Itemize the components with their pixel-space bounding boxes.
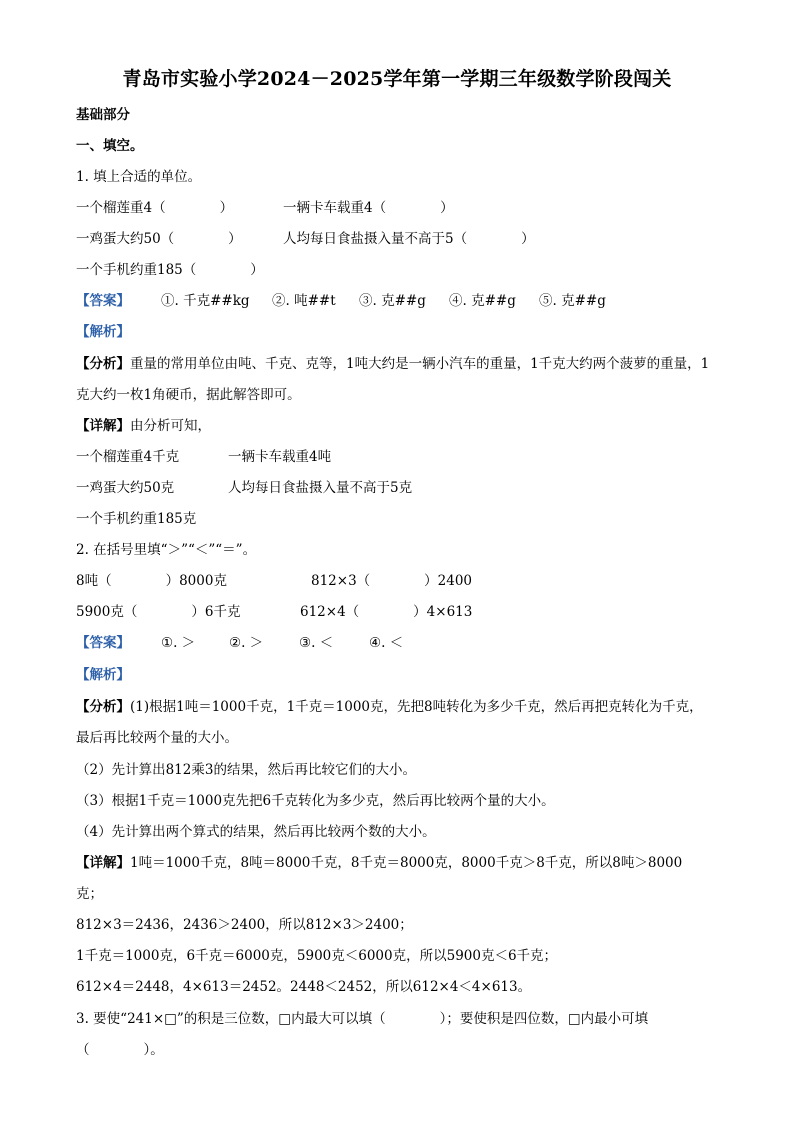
- fenxi-label: 【分析】: [76, 699, 130, 715]
- q2-fenxi-5: （4）先计算出两个算式的结果，然后再比较两个数的大小。: [76, 824, 436, 840]
- q1-detail-2: 一辆卡车载重4吨: [228, 449, 332, 465]
- q1-detail-4: 人均每日食盐摄入量不高于5克: [228, 480, 413, 496]
- q1-stem: 1. 填上合适的单位。: [76, 169, 202, 185]
- q2-fenxi-4: （3）根据1千克＝1000克先把6千克转化为多少克，然后再比较两个量的大小。: [76, 793, 555, 809]
- fenxi-label: 【分析】: [76, 356, 130, 372]
- q2-xiangjie-5: 612×4＝2448，4×613＝2452。2448＜2452，所以612×4＜4×613。: [76, 979, 532, 995]
- q2-answer-1: ①. ＞: [161, 635, 196, 651]
- q1-blank-5: 一个手机约重185（ ）: [76, 262, 264, 278]
- q2-blank-2: 812×3（ ）2400: [311, 573, 473, 589]
- q1-answer-1: ①. 千克##kg: [161, 293, 250, 309]
- q2-xiangjie-4: 1千克＝1000克，6千克＝6000克，5900克＜6000克，所以5900克＜6千克；: [76, 948, 558, 964]
- q2-blank-1: 8吨（ ）8000克: [76, 573, 227, 589]
- q1-xiangjie: [76, 417, 211, 435]
- section-fill-blank: 一、填空。: [76, 138, 144, 154]
- q1-fenxi-1: [76, 355, 709, 373]
- q1-answer-4: ④. 克##g: [449, 293, 516, 309]
- q1-answer-3: ③. 克##g: [359, 293, 426, 309]
- q2-fenxi-text: (1)根据1吨＝1000千克，1千克＝1000克，先把8吨转化为多少千克，然后再把克转化为千克，: [130, 699, 703, 715]
- q1-answer-2: ②. 吨##t: [272, 293, 336, 309]
- q2-stem: 2. 在括号里填“＞”“＜”“＝”。: [76, 542, 257, 558]
- q2-analysis-label: 【解析】: [76, 667, 130, 683]
- q2-xiangjie-2: 克；: [76, 886, 103, 902]
- section-basic: 基础部分: [76, 107, 130, 123]
- q1-detail-1: 一个榴莲重4千克: [76, 449, 180, 465]
- q2-blank-3: 5900克（ ）6千克: [76, 604, 241, 620]
- q3-stem-1: 3. 要使“241×□”的积是三位数，□内最大可以填（ ）；要使积是四位数，□内最小可填: [76, 1011, 649, 1027]
- answer-label: 【答案】: [76, 293, 130, 309]
- q2-answer-4: ④. ＜: [369, 635, 404, 651]
- answer-label: 【答案】: [76, 635, 130, 651]
- q2-answer-3: ③. ＜: [299, 635, 334, 651]
- q1-detail-3: 一鸡蛋大约50克: [76, 480, 175, 496]
- xiangjie-label: 【详解】: [76, 418, 130, 434]
- q2-fenxi-2: 最后再比较两个量的大小。: [76, 730, 238, 746]
- q1-answer-5: ⑤. 克##g: [539, 293, 606, 309]
- q2-answer-2: ②. ＞: [229, 635, 264, 651]
- q1-analysis-label: 【解析】: [76, 324, 130, 340]
- q1-xiangjie-text: 由分析可知，: [130, 418, 211, 434]
- q1-blank-1: 一个榴莲重4（ ）: [76, 200, 234, 216]
- q2-fenxi-3: （2）先计算出812乘3的结果，然后再比较它们的大小。: [76, 762, 416, 778]
- xiangjie-label: 【详解】: [76, 855, 130, 871]
- q2-xiangjie-3: 812×3＝2436，2436＞2400，所以812×3＞2400；: [76, 917, 413, 933]
- q3-stem-2: （ ）。: [76, 1042, 164, 1058]
- q2-blank-4: 612×4（ ）4×613: [300, 604, 473, 620]
- q2-xiangjie-text: 1吨＝1000千克，8吨＝8000千克，8千克＝8000克，8000千克＞8千克，所以8吨＞8000: [130, 855, 683, 871]
- q1-detail-5: 一个手机约重185克: [76, 511, 197, 527]
- q1-blank-3: 一鸡蛋大约50（ ）: [76, 231, 242, 247]
- q1-fenxi-text: 重量的常用单位由吨、千克、克等，1吨大约是一辆小汽车的重量，1千克大约两个菠萝的重量，1: [130, 356, 710, 372]
- q1-blank-2: 一辆卡车载重4（ ）: [283, 200, 454, 216]
- q1-blank-4: 人均每日食盐摄入量不高于5（ ）: [283, 231, 535, 247]
- q2-fenxi-1: [76, 698, 703, 716]
- q1-fenxi-2: 克大约一枚1角硬币，据此解答即可。: [76, 387, 301, 403]
- page-title: 青岛市实验小学2024－2025学年第一学期三年级数学阶段闯关: [122, 68, 672, 90]
- q2-xiangjie-1: [76, 854, 682, 872]
